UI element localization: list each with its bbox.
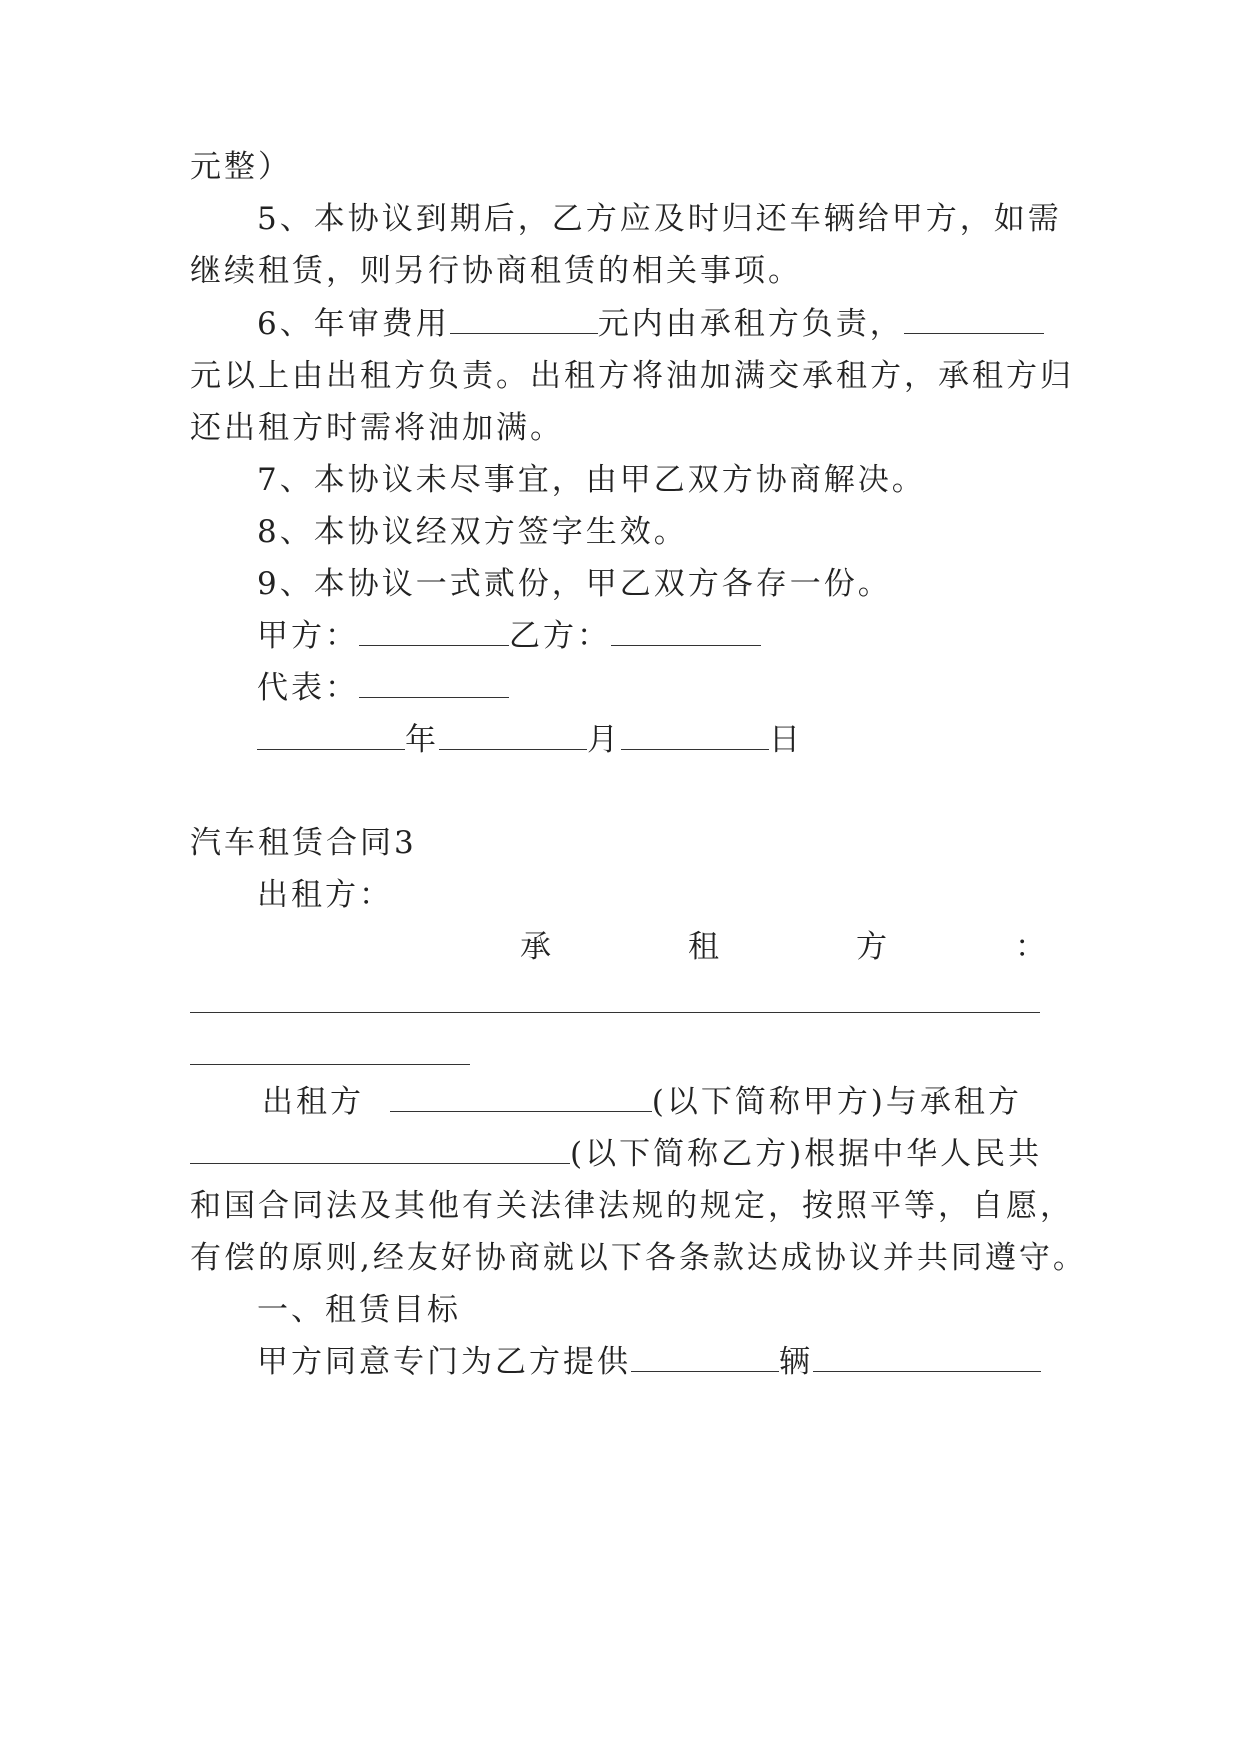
- clause-5-cont: 继续租赁，则另行协商租赁的相关事项。: [190, 253, 802, 289]
- lessee-name-blank[interactable]: [190, 1137, 570, 1164]
- month-blank[interactable]: [439, 723, 587, 750]
- lessor-name-blank[interactable]: [390, 1085, 652, 1112]
- preamble-line-3: 和国合同法及其他有关法律法规的规定，按照平等，自愿，: [190, 1188, 1074, 1224]
- month-label: 月: [587, 722, 621, 758]
- section-1-text: [257, 1342, 1041, 1382]
- clause-5: 5、本协议到期后，乙方应及时归还车辆给甲方，如需: [257, 201, 1062, 237]
- blank-field[interactable]: [450, 307, 598, 334]
- clause-6: [257, 304, 1044, 344]
- lessor-label: 出租方：: [257, 877, 393, 913]
- preamble-line-1: [262, 1082, 1022, 1122]
- day-label: 日: [769, 722, 803, 758]
- text-line: 元整）: [190, 149, 292, 185]
- preamble-text-2: (以下简称乙方)根据中华人民共: [570, 1136, 1043, 1172]
- clause-8: 8、本协议经双方签字生效。: [257, 514, 688, 550]
- section-heading: 一、租赁目标: [257, 1292, 461, 1328]
- vehicle-count-blank[interactable]: [631, 1345, 779, 1372]
- lessee-char: 租: [688, 929, 719, 965]
- clause-6-text-b: 元内由承租方负责，: [597, 306, 904, 342]
- clause-9: 9、本协议一式贰份，甲乙双方各存一份。: [257, 566, 892, 602]
- section-1-text-a: 甲方同意专门为乙方提供: [257, 1344, 631, 1380]
- preamble-text: (以下简称甲方)与承租方: [651, 1084, 1022, 1120]
- vehicle-type-blank[interactable]: [813, 1345, 1041, 1372]
- lessee-blank-line-2[interactable]: [190, 1064, 470, 1065]
- clause-6-text-a: 6、年审费用: [257, 306, 450, 342]
- lessee-blank-line-1[interactable]: [190, 1012, 1040, 1013]
- preamble-lessor: 出租方: [262, 1084, 364, 1120]
- preamble-line-4: 有偿的原则,经友好协商就以下各条款达成协议并共同遵守。: [190, 1240, 1087, 1276]
- day-blank[interactable]: [621, 723, 769, 750]
- clause-7: 7、本协议未尽事宜，由甲乙双方协商解决。: [257, 462, 926, 498]
- lessee-char: 承: [520, 929, 551, 965]
- contract-title: 汽车租赁合同3: [190, 825, 417, 861]
- lessee-char: ：: [1015, 929, 1046, 965]
- party-b-blank[interactable]: [611, 619, 761, 646]
- lessee-char: 方: [856, 929, 887, 965]
- clause-6-cont2: 还出租方时需将油加满。: [190, 410, 564, 446]
- representative-label: 代表：: [257, 670, 359, 706]
- representative-blank[interactable]: [359, 671, 509, 698]
- signature-parties: [257, 616, 761, 656]
- blank-field[interactable]: [904, 307, 1044, 334]
- clause-6-cont: 元以上由出租方负责。出租方将油加满交承租方，承租方归: [190, 358, 1074, 394]
- section-1-text-b: 辆: [779, 1344, 813, 1380]
- representative-line: [257, 668, 509, 708]
- party-b-label: 乙方：: [509, 618, 611, 654]
- date-line: [257, 720, 803, 760]
- party-a-label: 甲方：: [257, 618, 359, 654]
- year-label: 年: [405, 722, 439, 758]
- preamble-line-2: [190, 1134, 1042, 1174]
- party-a-blank[interactable]: [359, 619, 509, 646]
- year-blank[interactable]: [257, 723, 405, 750]
